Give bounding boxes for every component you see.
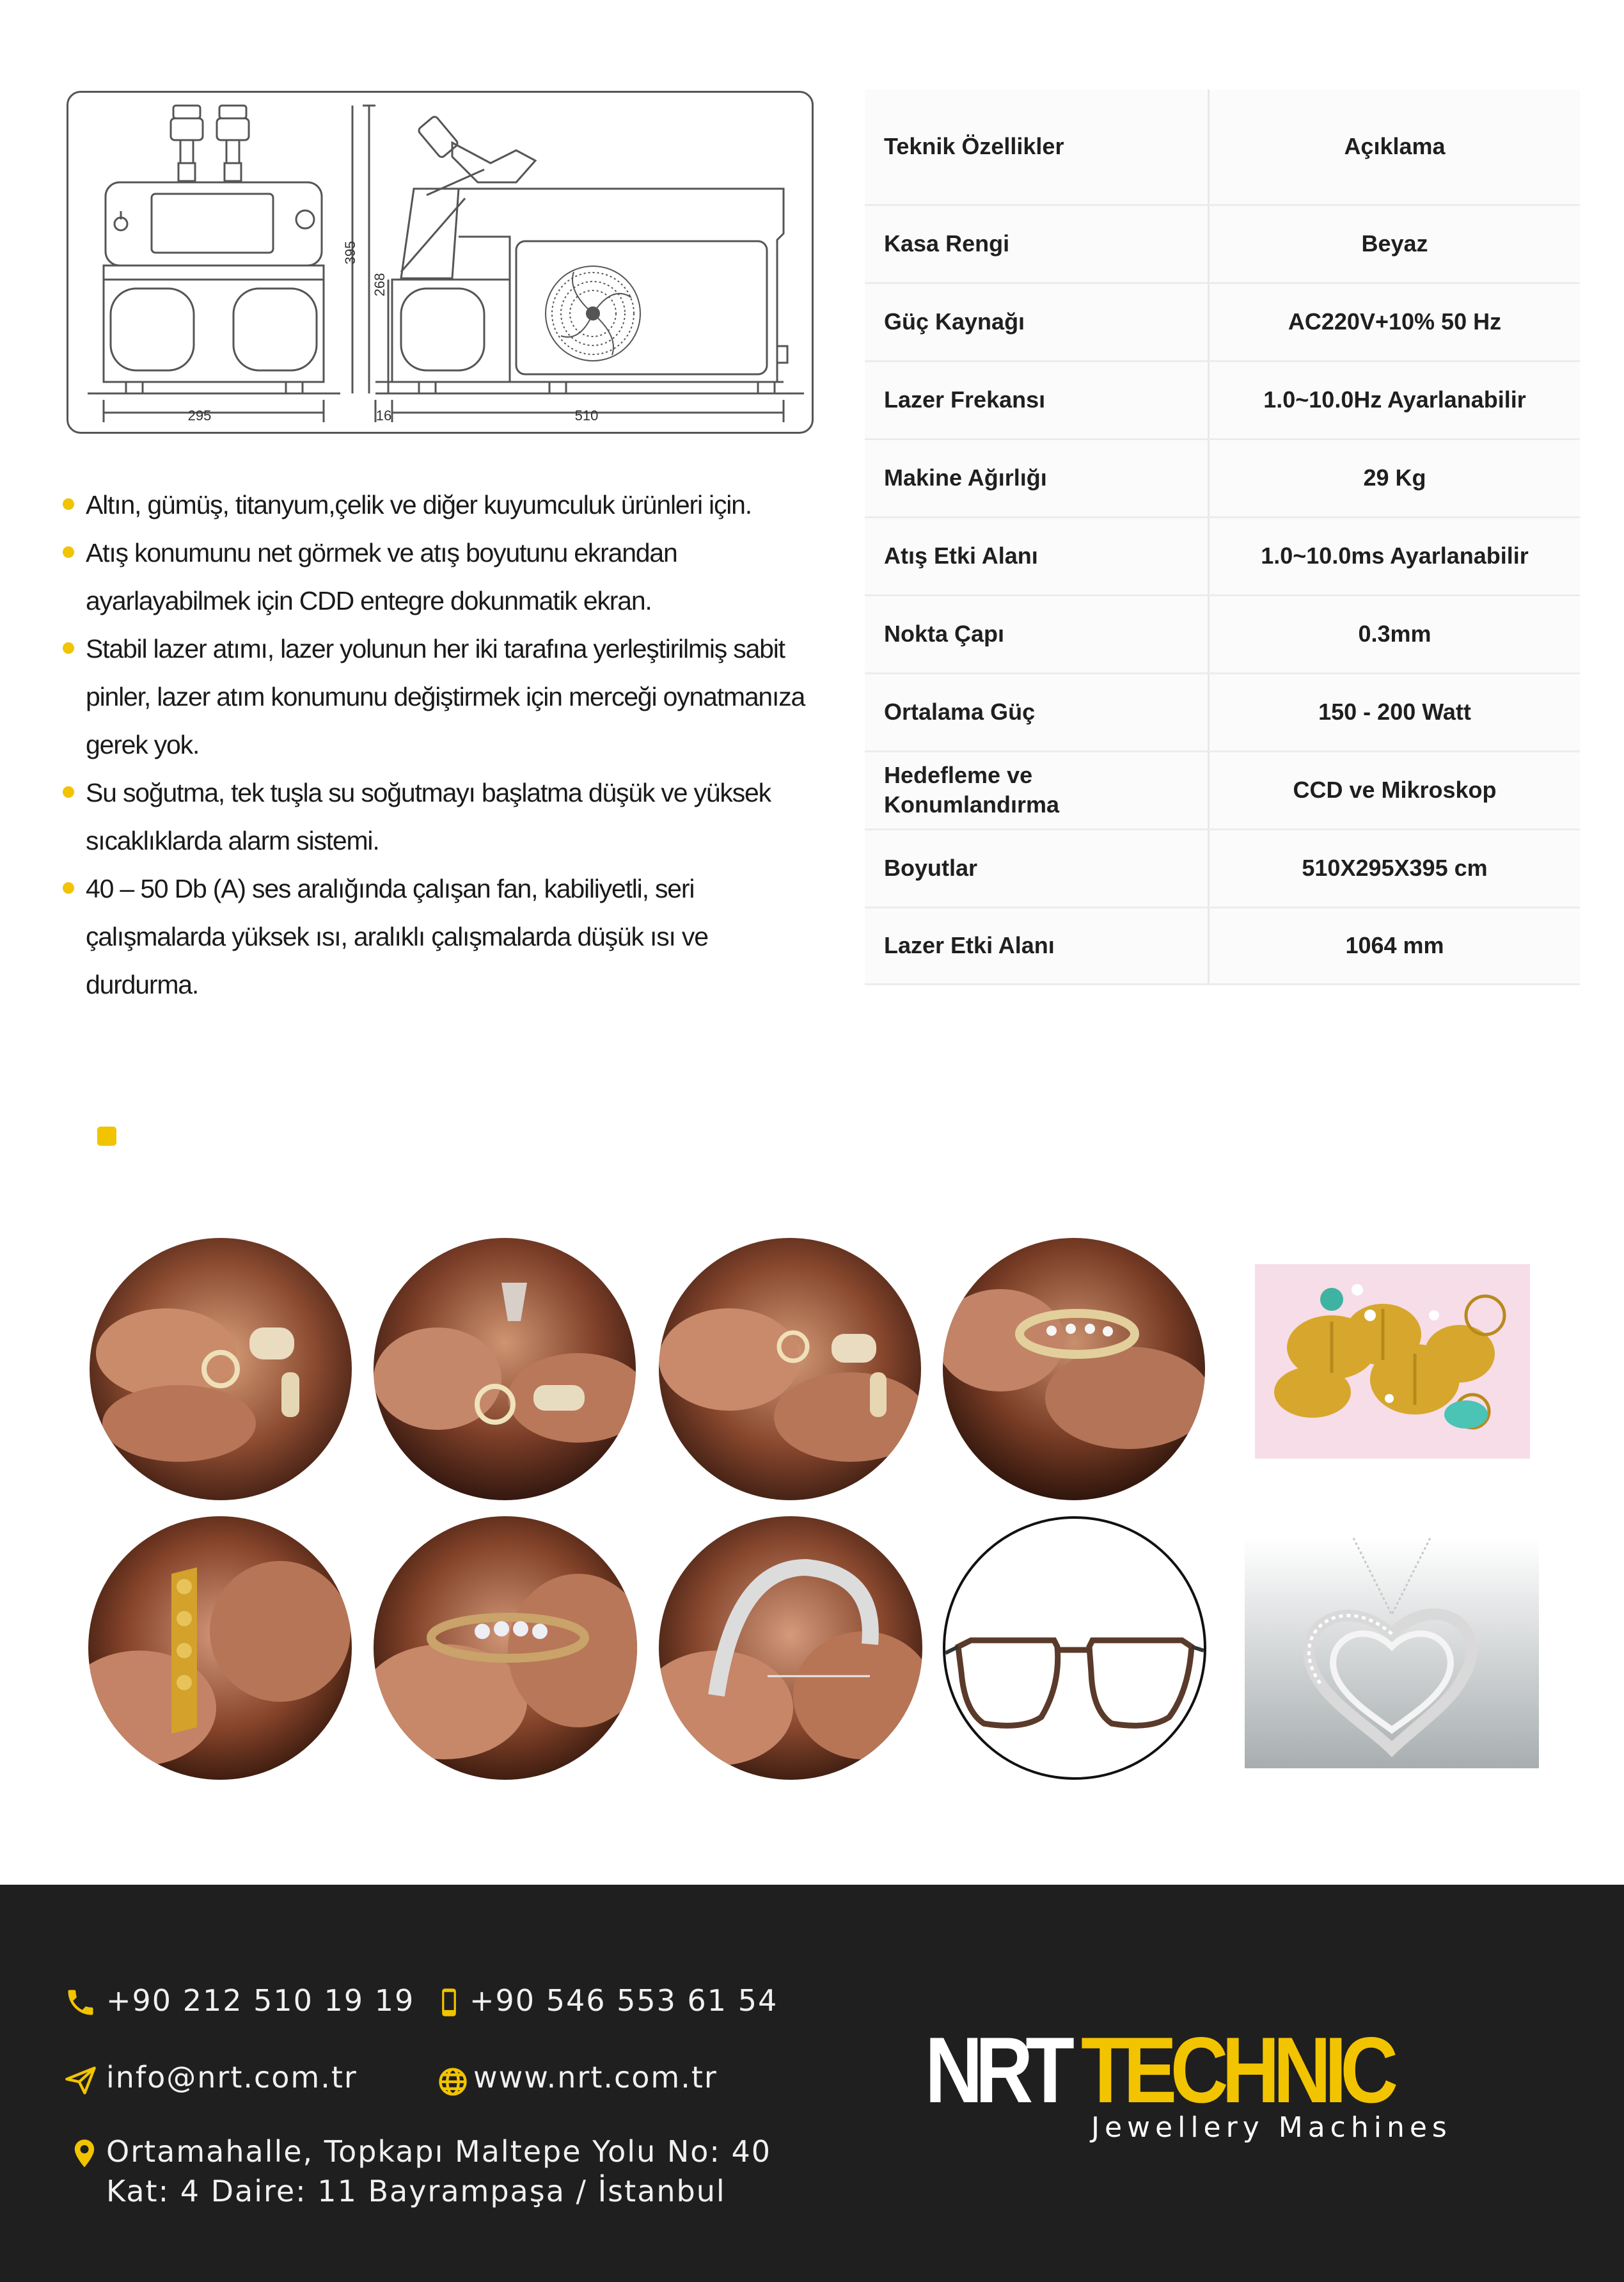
footer bbox=[0, 1885, 1624, 2282]
dim-height-body: 268 bbox=[372, 273, 388, 297]
brand-logo bbox=[925, 2017, 1533, 2157]
yellow-square-marker bbox=[97, 1127, 116, 1146]
eyeglasses-photo bbox=[943, 1516, 1206, 1780]
dim-depth: 510 bbox=[574, 408, 599, 424]
table-row: Nokta Çapı 0.3mm bbox=[865, 595, 1580, 673]
brooch-photo bbox=[1255, 1264, 1530, 1459]
phone-icon bbox=[64, 1986, 97, 2019]
welding-photo-3 bbox=[659, 1238, 921, 1500]
table-row: Atış Etki Alanı 1.0~10.0ms Ayarlanabilir bbox=[865, 517, 1580, 595]
technical-drawing bbox=[67, 91, 814, 434]
mobile-text[interactable]: +90 546 553 61 54 bbox=[469, 1983, 778, 2018]
feature-item: 40 – 50 Db (A) ses aralığında çalışan fan, kabiliyetli, seri çalışmalarda yüksek ısı, aralıklı çalışmalarda düşük ısı ve durdurma. bbox=[61, 865, 823, 1009]
table-header-key: Teknik Özellikler bbox=[865, 90, 1209, 205]
welding-photo-2 bbox=[374, 1238, 636, 1500]
feature-item: Atış konumunu net görmek ve atış boyutunu ekrandan ayarlayabilmek için CDD entegre dokunmatik ekran. bbox=[61, 529, 823, 625]
heart-pendant-photo bbox=[1245, 1538, 1539, 1768]
dim-width: 295 bbox=[187, 408, 212, 424]
table-header-row bbox=[865, 90, 1580, 205]
table-row: Güç Kaynağı AC220V+10% 50 Hz bbox=[865, 283, 1580, 361]
address-line-1: Ortamahalle, Topkapı Maltepe Yolu No: 40 bbox=[106, 2134, 772, 2169]
globe-icon bbox=[436, 2065, 469, 2098]
welding-photo-5 bbox=[88, 1516, 352, 1780]
email-text[interactable]: info@nrt.com.tr bbox=[106, 2060, 358, 2095]
brand-technic-text: TECHNIC bbox=[1081, 2018, 1392, 2122]
table-row: Boyutlar 510X295X395 cm bbox=[865, 829, 1580, 907]
welding-photo-7 bbox=[659, 1516, 922, 1780]
bullet-dot-icon bbox=[63, 786, 74, 798]
feature-item: Stabil lazer atımı, lazer yolunun her iki tarafına yerleştirilmiş sabit pinler, lazer atım konumunu değiştirmek için merceği oynatmanıza gerek yok. bbox=[61, 625, 823, 769]
brand-subtitle: Jewellery Machines bbox=[1091, 2111, 1452, 2144]
dim-height-total: 395 bbox=[342, 241, 358, 265]
feature-item: Altın, gümüş, titanyum,çelik ve diğer kuyumculuk ürünleri için. bbox=[61, 481, 823, 529]
bullet-dot-icon bbox=[63, 498, 74, 510]
table-row: Lazer Etki Alanı 1064 mm bbox=[865, 907, 1580, 984]
address-line-2: Kat: 4 Daire: 11 Bayrampaşa / İstanbul bbox=[106, 2174, 726, 2208]
bullet-dot-icon bbox=[63, 882, 74, 894]
dim-offset: 16 bbox=[375, 408, 392, 424]
feature-list bbox=[61, 481, 823, 1009]
brand-nrt-text: NRT bbox=[925, 2018, 1067, 2122]
website-text[interactable]: www.nrt.com.tr bbox=[473, 2060, 718, 2095]
welding-photo-6 bbox=[374, 1516, 637, 1780]
feature-item: Su soğutma, tek tuşla su soğutmayı başlatma düşük ve yüksek sıcaklıklarda alarm sistemi. bbox=[61, 769, 823, 865]
table-row: Makine Ağırlığı 29 Kg bbox=[865, 439, 1580, 517]
spec-table bbox=[865, 90, 1580, 985]
send-icon bbox=[64, 2064, 97, 2097]
location-pin-icon bbox=[68, 2137, 101, 2170]
mobile-icon bbox=[432, 1986, 466, 2019]
welding-photo-4 bbox=[943, 1238, 1205, 1500]
welding-photo-1 bbox=[90, 1238, 352, 1500]
phone-text[interactable]: +90 212 510 19 19 bbox=[106, 1983, 415, 2018]
table-row: Lazer Frekansı 1.0~10.0Hz Ayarlanabilir bbox=[865, 361, 1580, 439]
bullet-dot-icon bbox=[63, 642, 74, 654]
table-header-value: Açıklama bbox=[1209, 90, 1581, 205]
table-row: Kasa Rengi Beyaz bbox=[865, 205, 1580, 283]
table-row: Hedefleme ve Konumlandırma CCD ve Mikroskop bbox=[865, 751, 1580, 829]
table-row: Ortalama Güç 150 - 200 Watt bbox=[865, 673, 1580, 751]
bullet-dot-icon bbox=[63, 546, 74, 558]
